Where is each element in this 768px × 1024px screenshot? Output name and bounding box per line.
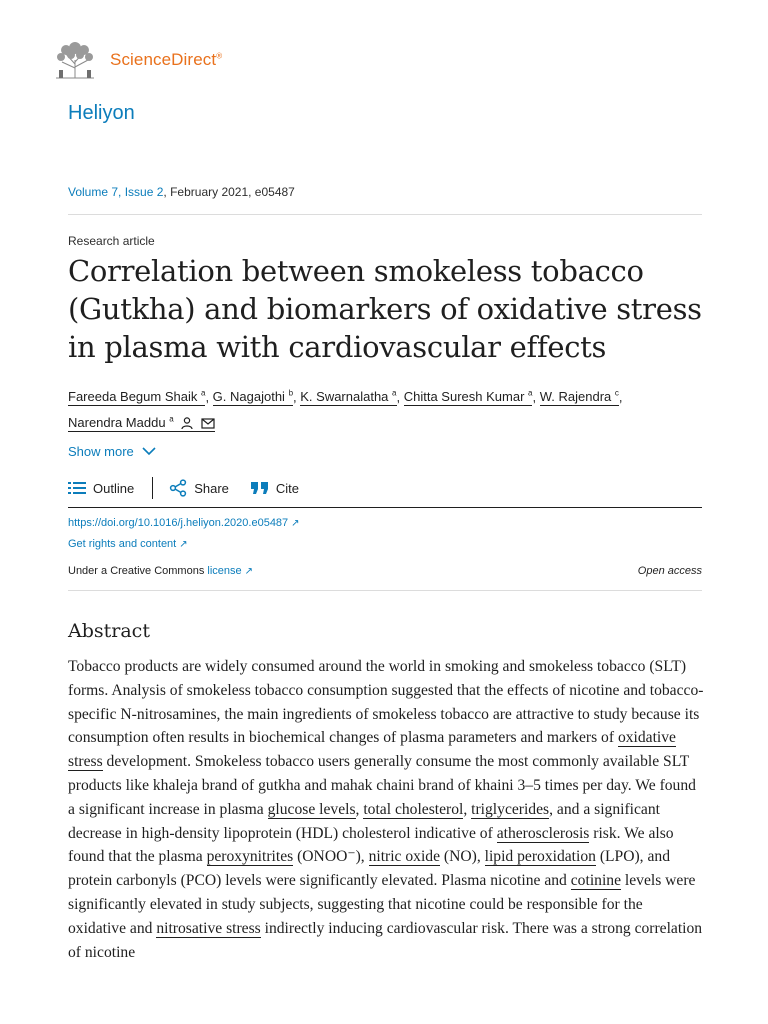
- journal-link[interactable]: Heliyon: [68, 102, 135, 124]
- article-type: Research article: [68, 234, 155, 248]
- abstract-text: risk. We also found that the plasma: [68, 824, 674, 866]
- term-link[interactable]: nitric oxide: [368, 848, 441, 866]
- publisher-name: ScienceDirect®: [110, 50, 223, 69]
- article-title: [68, 252, 708, 366]
- show-more-button[interactable]: Show more: [68, 444, 156, 459]
- share-button[interactable]: Share: [169, 479, 229, 497]
- quote-icon: [251, 481, 269, 495]
- issue-date: , February 2021, e05487: [163, 185, 295, 199]
- toolbar-divider: [152, 477, 153, 499]
- issue-info: Volume 7, Issue 2, February 2021, e05487: [68, 185, 295, 199]
- open-access-label: Open access: [637, 565, 702, 577]
- license-info: Under a Creative Commons license ↗: [68, 565, 254, 577]
- divider: [68, 214, 702, 215]
- external-link-icon: ↗: [179, 539, 188, 550]
- abstract-text: ,: [355, 800, 364, 818]
- elsevier-tree-icon: [52, 40, 98, 80]
- term-link[interactable]: lipid peroxidation: [484, 848, 596, 866]
- title-line: in plasma with cardiovascular effects: [68, 330, 607, 364]
- term-link[interactable]: oxidative stress: [68, 729, 676, 771]
- abstract-text: ,: [463, 800, 472, 818]
- list-icon: [68, 481, 86, 495]
- term-link[interactable]: total cholesterol: [363, 800, 464, 818]
- term-link[interactable]: glucose levels: [267, 800, 356, 818]
- author-link[interactable]: Fareeda Begum Shaik $^a$: [68, 389, 206, 405]
- author-link[interactable]: G. Nagajothi $^b$: [212, 389, 294, 405]
- author-link[interactable]: Chitta Suresh Kumar $^a$: [403, 389, 533, 405]
- abstract-text: development. Smokeless tobacco users generally consume the most commonly available SLT products like khaleja brand of gutkha and mahak chaini brand of khaini 3–5 times per day. We found a significant increase in plasma: [68, 753, 696, 818]
- abstract-text: indirectly inducing cardiovascular risk. There was a strong correlation of nicotine: [68, 919, 703, 961]
- external-link-icon: ↗: [244, 566, 254, 577]
- email-icon: [201, 417, 215, 429]
- abstract-text: Tobacco products are widely consumed around the world in smoking and smokeless tobacco (SLT) forms. Analysis of smokeless tobacco consumption suggested that the effects of nicotine and tobacco-specific N-nitrosamines, the main ingredients of smokeless tobacco are attractive to study because its consumption often results in biochemical changes of plasma parameters and markers of: [68, 658, 704, 747]
- external-link-icon: ↗: [291, 518, 300, 529]
- doi-link[interactable]: https://doi.org/10.1016/j.heliyon.2020.e05487 ↗: [68, 517, 300, 529]
- divider: [68, 590, 702, 591]
- abstract-text: (NO),: [440, 848, 485, 866]
- author-link[interactable]: W. Rajendra $^c$: [539, 389, 619, 405]
- author-link-corresponding[interactable]: Narendra Maddu $^a$: [68, 415, 215, 432]
- term-link[interactable]: cotinine: [570, 872, 621, 890]
- term-link[interactable]: peroxynitrites: [206, 848, 294, 866]
- cite-button[interactable]: Cite: [251, 481, 299, 496]
- outline-button[interactable]: Outline: [68, 481, 134, 496]
- toolbar-divider-line: [68, 507, 702, 508]
- volume-link[interactable]: Volume 7: [68, 185, 119, 199]
- license-link[interactable]: license ↗: [207, 565, 254, 577]
- author-link[interactable]: K. Swarnalatha $^a$: [300, 389, 397, 405]
- title-line: (Gutkha) and biomarkers of oxidative stress: [68, 292, 702, 326]
- person-icon: [180, 417, 194, 429]
- abstract-text: (ONOO⁻),: [293, 848, 369, 866]
- chevron-down-icon: [142, 447, 156, 456]
- issue-link[interactable]: Issue 2: [124, 185, 164, 199]
- term-link[interactable]: nitrosative stress: [156, 919, 261, 937]
- term-link[interactable]: atherosclerosis: [496, 824, 590, 842]
- abstract-text: levels were significantly elevated in study subjects, suggesting that nicotine could be responsible for the oxidative and: [68, 872, 696, 937]
- publisher-logo[interactable]: [52, 40, 222, 80]
- abstract-body: [68, 655, 704, 964]
- share-icon: [169, 479, 187, 497]
- author-list: Fareeda Begum Shaik $^a$, G. Nagajothi $^b$, K. Swarnalatha $^a$, Chitta Suresh Kumar $^a$, W. Rajendra $^c$, Narendra Maddu $^a$: [68, 389, 623, 430]
- abstract-text: , and a significant decrease in high-density lipoprotein (HDL) cholesterol indicative of: [68, 800, 660, 842]
- rights-link[interactable]: Get rights and content ↗: [68, 538, 188, 550]
- term-link[interactable]: triglycerides: [471, 800, 550, 818]
- article-toolbar: [68, 476, 299, 500]
- title-line: Correlation between smokeless tobacco: [68, 254, 644, 288]
- abstract-heading: Abstract: [68, 620, 150, 642]
- abstract-text: (LPO), and protein carbonyls (PCO) levels were significantly elevated. Plasma nicotine and: [68, 848, 670, 890]
